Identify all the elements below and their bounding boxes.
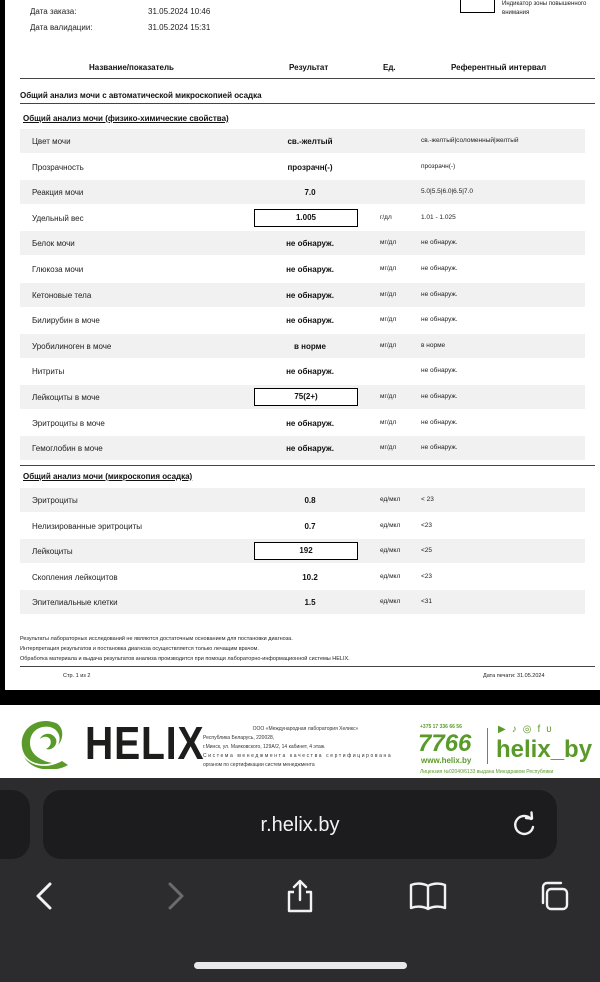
- header-divider: [20, 78, 595, 79]
- table-row: [20, 155, 585, 179]
- forward-icon[interactable]: [158, 878, 190, 914]
- attention-indicator-box: [460, 0, 495, 13]
- row-name: Эритроциты в моче: [32, 418, 105, 428]
- bookmarks-icon[interactable]: [408, 878, 448, 914]
- table-row: [20, 283, 585, 307]
- table-row: [20, 411, 585, 435]
- table-row: [20, 129, 585, 153]
- helix-org-info: [203, 725, 408, 770]
- row-reference: 5.0|5.5|6.0|6.5|7.0: [421, 188, 473, 196]
- row-name: Лейкоциты в моче: [32, 393, 100, 402]
- col-result-header: Результат: [289, 63, 329, 72]
- table-row: [20, 257, 585, 281]
- row-result: не обнаруж.: [286, 316, 334, 326]
- row-unit: ед/мкл: [380, 496, 401, 503]
- helix-logo-icon: [18, 717, 74, 769]
- footer-divider: [20, 666, 595, 667]
- row-name: Нитриты: [32, 367, 65, 377]
- row-reference: не обнаруж.: [421, 265, 458, 272]
- footer-note-3: Обработка материала и выдача результатов анализа производится при помощи лабораторно-информационной системы HELIX.: [20, 656, 350, 662]
- table-row: [20, 565, 585, 589]
- url-text: r.helix.by: [260, 814, 340, 836]
- row-name: Кетоновые тела: [32, 290, 92, 300]
- row-reference: <23: [421, 521, 433, 529]
- row-unit: мг/дл: [380, 239, 397, 247]
- row-reference: не обнаруж.: [421, 290, 458, 298]
- table-row: [20, 206, 585, 230]
- row-name: Эритроциты: [32, 496, 78, 505]
- org-line-3: г.Минск, ул. Маяковского, 129А/2, 14 кабинет, 4 этаж.: [203, 744, 326, 750]
- instagram-icon: ◎: [522, 724, 538, 735]
- order-date-label: Дата заказа:: [30, 7, 77, 16]
- row-result: не обнаруж.: [286, 444, 334, 454]
- helix-brand-name: HELIX: [85, 717, 205, 769]
- col-unit-header: Ед.: [383, 63, 396, 72]
- row-result: не обнаруж.: [286, 367, 334, 377]
- row-reference: не обнаруж.: [421, 316, 458, 324]
- row-result: не обнаруж.: [286, 290, 334, 300]
- row-name: Скопления лейкоцитов: [32, 572, 118, 582]
- helix-short-number: 7766: [418, 730, 472, 757]
- helix-handle: helix_by: [496, 736, 593, 763]
- table-row: [20, 514, 585, 538]
- table-row: [20, 488, 585, 512]
- row-unit: мг/дл: [380, 393, 397, 400]
- row-unit: мг/дл: [380, 290, 397, 298]
- page-number: Стр. 1 из 2: [63, 673, 91, 679]
- row-unit: мг/дл: [380, 444, 397, 452]
- row-unit: мг/дл: [380, 341, 397, 349]
- row-reference: <25: [421, 547, 433, 555]
- order-date-value: 31.05.2024 10:46: [148, 7, 211, 16]
- row-name: Прозрачность: [32, 162, 84, 172]
- section-title: Общий анализ мочи с автоматической микроскопией осадка: [20, 91, 262, 100]
- row-reference: не обнаруж.: [421, 393, 458, 400]
- row-reference: не обнаруж.: [421, 418, 458, 426]
- row-reference: прозрачн(-): [421, 162, 456, 170]
- row-result: 1.5: [304, 598, 316, 608]
- previous-tab-stub[interactable]: [0, 790, 30, 859]
- table-row: [20, 385, 585, 409]
- attention-indicator-text: Индикатор зоны повышенного внимания: [502, 1, 587, 16]
- row-name: Цвет мочи: [32, 137, 71, 146]
- row-reference: <23: [421, 572, 433, 580]
- vk-icon: ʋ: [546, 724, 558, 735]
- reload-icon[interactable]: [509, 810, 539, 840]
- row-name: Нелизированные эритроциты: [32, 521, 143, 531]
- row-result: не обнаруж.: [286, 265, 334, 274]
- row-unit: ед/мкл: [380, 572, 401, 580]
- row-result: 1.005: [254, 209, 358, 227]
- row-result: 10.2: [302, 572, 318, 582]
- row-reference: < 23: [421, 496, 434, 503]
- row-result: 7.0: [304, 188, 316, 198]
- row-result: св.-желтый: [287, 137, 333, 146]
- row-result: в норме: [293, 341, 326, 351]
- row-reference: не обнаруж.: [421, 444, 458, 452]
- org-line-1: ООО «Международная лаборатория Хеликс»: [252, 726, 359, 732]
- row-name: Глюкоза мочи: [32, 265, 84, 274]
- table-row: [20, 231, 585, 255]
- row-result: прозрачн(-): [287, 162, 333, 172]
- row-reference: <31: [421, 598, 433, 606]
- footer-note-1: Результаты лабораторных исследований не являются достаточным основанием для постановки диагноза.: [20, 636, 293, 642]
- table-row: [20, 590, 585, 614]
- order-date-row: [30, 7, 210, 16]
- safari-toolbar: [0, 778, 600, 982]
- org-line-2: Республика Беларусь, 220028,: [203, 735, 275, 741]
- helix-social-icons: [498, 724, 558, 735]
- row-unit: ед/мкл: [380, 521, 401, 529]
- validation-date-value: 31.05.2024 15:31: [148, 23, 211, 32]
- subsection-title-physchem: Общий анализ мочи (физико-химические свойства): [23, 114, 229, 123]
- table-row: [20, 359, 585, 383]
- row-result: не обнаруж.: [286, 239, 334, 249]
- row-reference: не обнаруж.: [421, 239, 458, 247]
- row-name: Гемоглобин в моче: [32, 444, 103, 454]
- row-name: Эпителиальные клетки: [32, 598, 118, 608]
- table-row: [20, 436, 585, 460]
- table-row: [20, 539, 585, 563]
- row-result: 0.8: [304, 496, 316, 505]
- row-unit: мг/дл: [380, 418, 397, 426]
- col-name-header: Название/показатель: [89, 63, 174, 72]
- lab-report-page: [5, 0, 600, 690]
- validation-date-row: [30, 23, 210, 32]
- back-icon[interactable]: [30, 878, 62, 914]
- row-reference: св.-желтый|соломенный|желтый: [421, 137, 519, 144]
- row-unit: ед/мкл: [380, 547, 401, 555]
- row-unit: ед/мкл: [380, 598, 401, 606]
- footer-note-2: Интерпретация результатов и постановка диагноза осуществляется только лечащим врачом.: [20, 646, 259, 652]
- youtube-icon: ▶: [498, 724, 512, 735]
- org-line-5: органом по сертификации систем менеджмента: [203, 762, 315, 768]
- helix-license: Лицензия №02040/6133 выдана Минздравом Республики: [420, 769, 554, 775]
- row-result: 0.7: [304, 521, 316, 531]
- row-reference: 1.01 - 1.025: [421, 213, 456, 221]
- home-indicator[interactable]: [194, 962, 407, 969]
- share-icon[interactable]: [284, 878, 316, 914]
- row-name: Билирубин в моче: [32, 316, 100, 326]
- tabs-icon[interactable]: [536, 878, 572, 914]
- helix-separator: [487, 728, 488, 764]
- table-row: [20, 180, 585, 204]
- row-result: 192: [254, 542, 358, 560]
- validation-date-label: Дата валидации:: [30, 23, 93, 32]
- col-ref-header: Референтный интервал: [451, 63, 547, 72]
- row-name: Удельный вес: [32, 213, 84, 223]
- helix-phone: +375 17 336 66 56: [420, 724, 462, 730]
- facebook-icon: f: [537, 724, 547, 735]
- row-name: Лейкоциты: [32, 547, 73, 557]
- section-divider: [20, 103, 595, 104]
- print-date: Дата печати: 31.05.2024: [483, 673, 545, 679]
- row-result: 75(2+): [254, 388, 358, 406]
- address-bar[interactable]: [43, 790, 557, 859]
- helix-website: www.helix.by: [421, 756, 472, 765]
- row-unit: мг/дл: [380, 265, 397, 272]
- row-unit: мг/дл: [380, 316, 397, 324]
- org-line-4: Система менеджмента качества сертифицирована: [203, 753, 393, 759]
- row-name: Реакция мочи: [32, 188, 84, 198]
- tiktok-icon: ♪: [511, 724, 523, 735]
- table-row: [20, 334, 585, 358]
- subsection-divider: [20, 465, 595, 466]
- table-row: [20, 308, 585, 332]
- row-unit: г/дл: [380, 213, 392, 221]
- helix-footer-banner: [0, 705, 600, 778]
- subsection-title-microscopy: Общий анализ мочи (микроскопия осадка): [23, 472, 193, 481]
- row-result: не обнаруж.: [286, 418, 334, 428]
- row-reference: не обнаруж.: [421, 367, 458, 375]
- row-name: Уробилиноген в моче: [32, 341, 112, 351]
- row-name: Белок мочи: [32, 239, 75, 249]
- row-reference: в норме: [421, 341, 446, 349]
